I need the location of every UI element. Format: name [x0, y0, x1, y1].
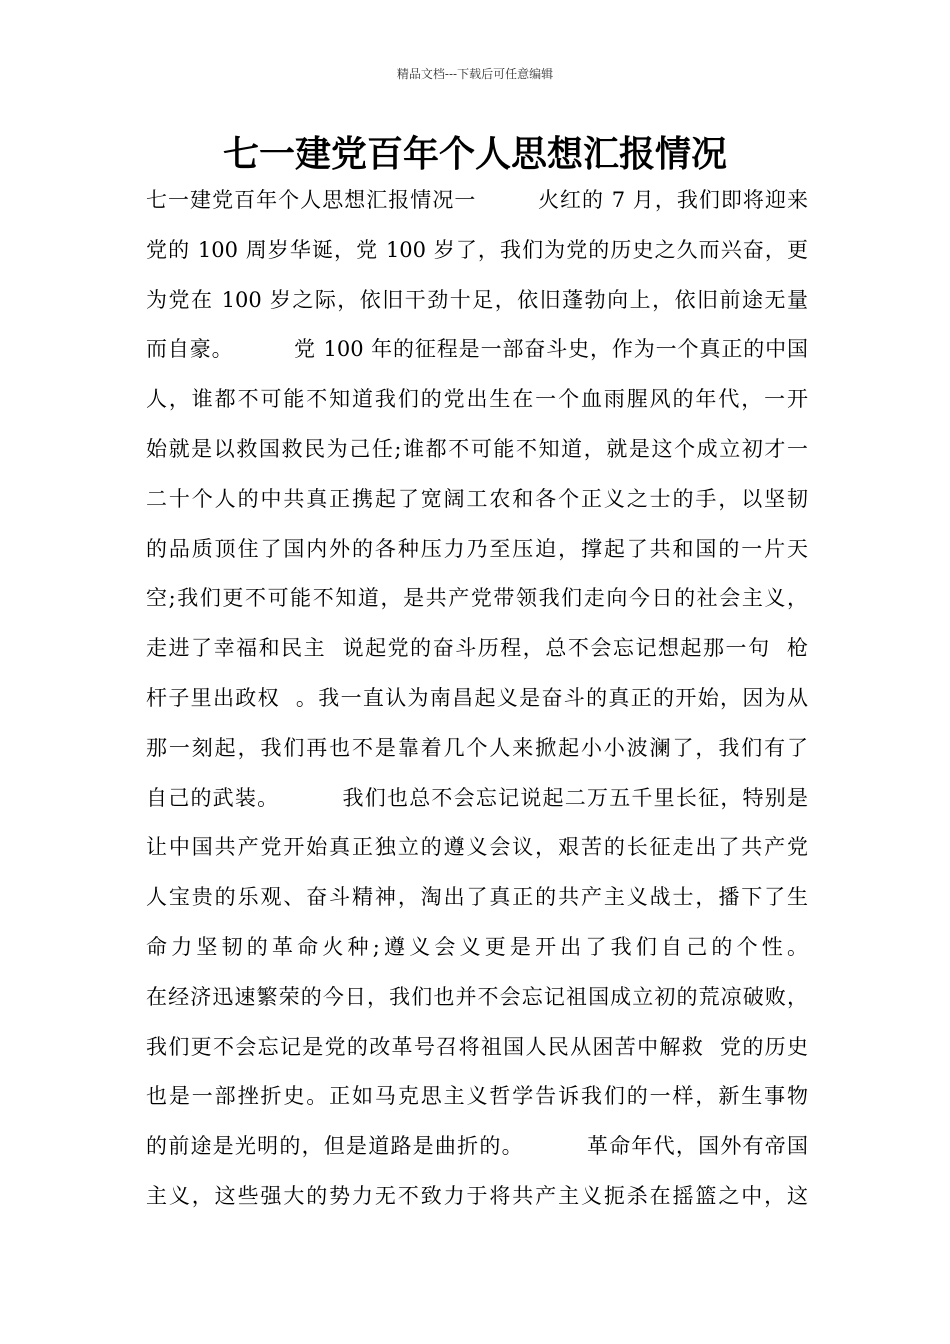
body-line: 七一建党百年个人思想汇报情况一 火红的 7 月，我们即将迎来 — [146, 188, 808, 212]
body-line: 空;我们更不可能不知道，是共产党带领我们走向今日的社会主义， — [146, 586, 808, 611]
body-line: 而自豪。 党 100 年的征程是一部奋斗史，作为一个真正的中国 — [146, 337, 808, 362]
header-note: 精品文档---下载后可任意编辑 — [396, 67, 554, 81]
body-line: 人宝贵的乐观、奋斗精神，淘出了真正的共产主义战士，播下了生 — [146, 885, 808, 910]
body-line: 走进了幸福和民主 说起党的奋斗历程，总不会忘记想起那一句 枪 — [146, 636, 808, 661]
body-line: 让中国共产党开始真正独立的遵义会议，艰苦的长征走出了共产党 — [146, 835, 808, 860]
body-line: 党的 100 周岁华诞，党 100 岁了，我们为党的历史之久而兴奋，更 — [146, 237, 808, 262]
body-line: 自己的武装。 我们也总不会忘记说起二万五千里长征，特别是 — [146, 785, 808, 810]
document-title: 七一建党百年个人思想汇报情况 — [222, 133, 727, 175]
body-line: 在经济迅速繁荣的今日，我们也并不会忘记祖国成立初的荒凉破败， — [146, 984, 808, 1009]
body-line: 始就是以救国救民为己任;谁都不可能不知道，就是这个成立初才一 — [146, 436, 808, 461]
body-line: 的品质顶住了国内外的各种压力乃至压迫，撑起了共和国的一片天 — [146, 536, 808, 561]
body-line: 命力坚韧的革命火种;遵义会义更是开出了我们自己的个性。 — [146, 934, 808, 959]
body-line: 的前途是光明的，但是道路是曲折的。 革命年代，国外有帝国 — [146, 1134, 808, 1159]
body-line: 人，谁都不可能不知道我们的党出生在一个血雨腥风的年代，一开 — [146, 387, 808, 412]
body-line: 为党在 100 岁之际，依旧干劲十足，依旧蓬勃向上，依旧前途无量 — [146, 287, 808, 312]
body-line: 杆子里出政权 。我一直认为南昌起义是奋斗的真正的开始，因为从 — [146, 685, 808, 710]
body-line: 二十个人的中共真正携起了宽阔工农和各个正义之士的手，以坚韧 — [146, 486, 808, 511]
document-body — [146, 181, 808, 1227]
body-line: 我们更不会忘记是党的改革号召将祖国人民从困苦中解救 党的历史 — [146, 1034, 808, 1059]
body-line: 那一刻起，我们再也不是靠着几个人来掀起小小波澜了，我们有了 — [146, 735, 808, 760]
body-line: 也是一部挫折史。正如马克思主义哲学告诉我们的一样，新生事物 — [146, 1084, 808, 1109]
body-line: 主义，这些强大的势力无不致力于将共产主义扼杀在摇篮之中，这 — [146, 1183, 808, 1208]
